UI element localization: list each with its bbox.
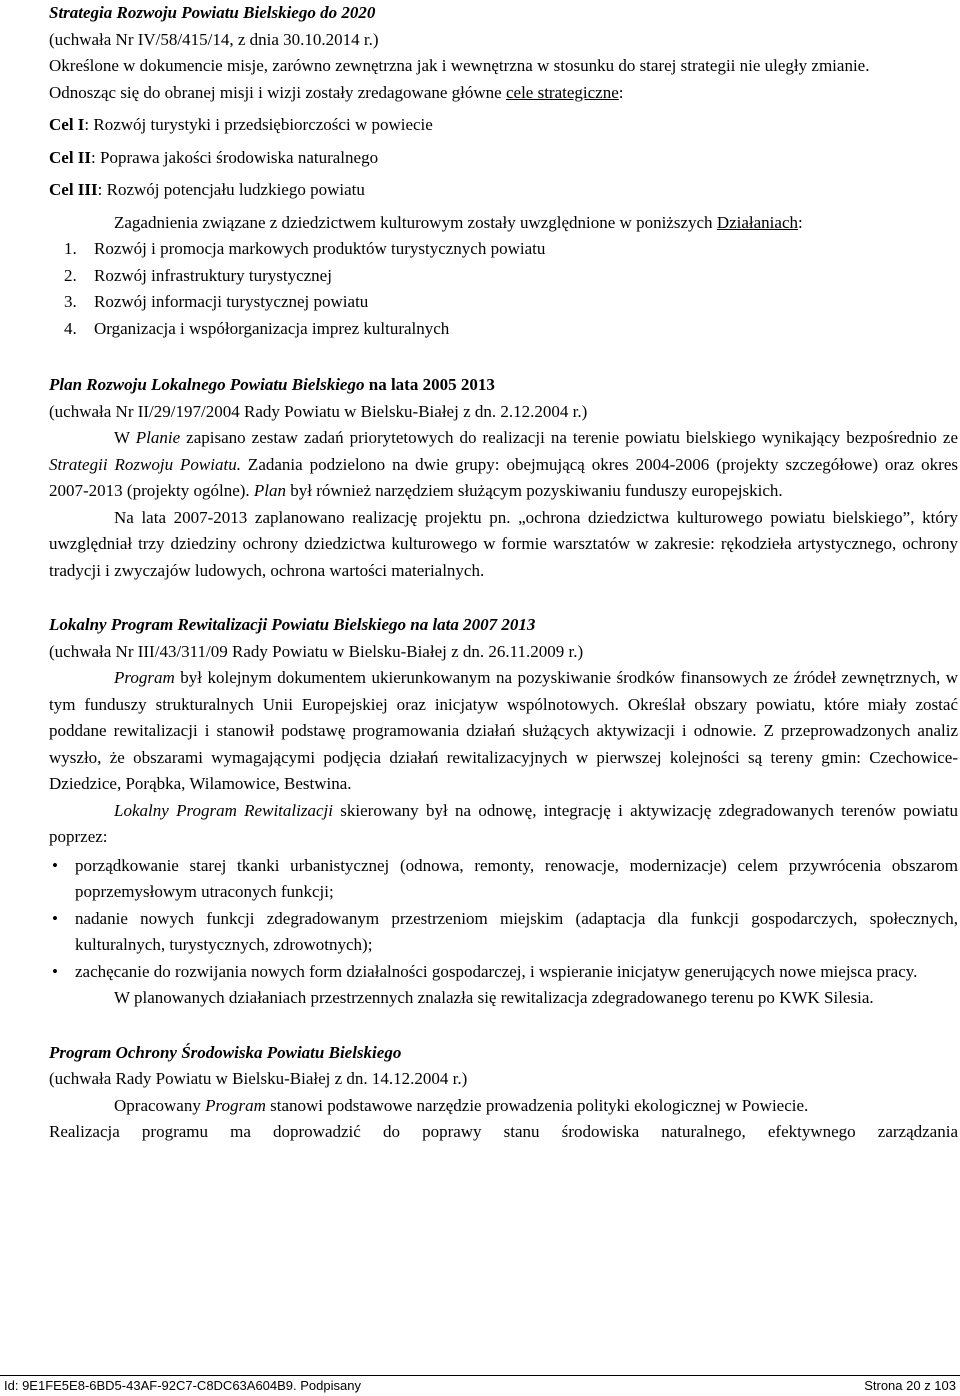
actions-intro: Zagadnienia związane z dziedzictwem kulturowym zostały uwzględnione w poniższych Działaniach: <box>114 212 803 232</box>
paragraph-plan-project: Na lata 2007-2013 zaplanowano realizację projektu pn. „ochrona dziedzictwa kulturowego powiatu bielskiego”, który uwzględniał trzy dziedziny ochrony dziedzictwa kulturowego w formie warsztatów w zakresie: rękodzieła artystycznego, ochrony tradycji i zwyczajów ludowych, ochrona wartości materialnych. <box>49 507 958 580</box>
paragraph-missions: Określone w dokumencie misje, zarówno zewnętrzna jak i wewnętrzna w stosunku do starej strategii nie uległy zmianie. <box>49 56 870 75</box>
list-item: • zachęcanie do rozwijania nowych form działalności gospodarczej, i wspieranie inicjatyw generujących nowe miejsca pracy. <box>49 959 958 986</box>
list-item: • porządkowanie starej tkanki urbanistycznej (odnowa, remonty, renowacje, modernizacje) celem przywrócenia obszarom poprzemysłowym utraconych funkcji; <box>49 853 958 906</box>
document-id: Id: 9E1FE5E8-6BD5-43AF-92C7-C8DC63A604B9. Podpisany <box>4 1378 361 1393</box>
goal-item: Cel II: Poprawa jakości środowiska naturalnego <box>49 147 379 167</box>
actions-list <box>49 236 958 342</box>
list-item: • nadanie nowych funkcji zdegradowanym przestrzeniom miejskim (adaptacja dla funkcji gospodarczych, społecznych, kulturalnych, turystycznych, zdrowotnych); <box>49 906 958 959</box>
bullet-icon: • <box>52 961 58 981</box>
paragraph-ochrona-realizacja: Realizacja programu ma doprowadzić do poprawy stanu środowiska naturalnego, efektywnego zarządzania <box>49 1122 958 1141</box>
list-item: 1. Rozwój i promocja markowych produktów turystycznych powiatu <box>64 239 546 258</box>
resolution-ochrona-srodowiska: (uchwała Rady Powiatu w Bielsku-Białej z dn. 14.12.2004 r.) <box>49 1069 468 1088</box>
paragraph-program-goals: Lokalny Program Rewitalizacji skierowany był na odnowę, integrację i aktywizację zdegradowanych terenów powiatu poprzez: <box>49 800 958 846</box>
bullet-list <box>49 853 958 986</box>
link-dzialania[interactable]: Działaniach <box>716 212 798 232</box>
section-title-strategia: Strategia Rozwoju Powiatu Bielskiego do 2020 <box>49 3 376 22</box>
resolution-rewitalizacja: (uchwała Nr III/43/311/09 Rady Powiatu w Bielsku-Białej z dn. 26.11.2009 r.) <box>49 641 584 661</box>
link-cele-strategiczne[interactable]: cele strategiczne <box>505 82 619 102</box>
resolution-plan-rozwoju: (uchwała Nr II/29/197/2004 Rady Powiatu w Bielsku-Białej z dn. 2.12.2004 r.) <box>49 401 588 421</box>
bullet-icon: • <box>52 855 58 875</box>
list-item: 3. Rozwój informacji turystycznej powiatu <box>64 292 369 311</box>
section-title-rewitalizacja: Lokalny Program Rewitalizacji Powiatu Bielskiego na lata 2007 2013 <box>49 615 536 634</box>
goal-item: Cel I: Rozwój turystyki i przedsiębiorczości w powiecie <box>49 115 433 134</box>
document-page <box>49 0 958 1146</box>
section-title-ochrona-srodowiska: Program Ochrony Środowiska Powiatu Bielskiego <box>49 1042 402 1062</box>
page-number: Strona 20 z 103 <box>864 1378 956 1393</box>
list-item: 4. Organizacja i współorganizacja imprez kulturalnych <box>64 318 450 338</box>
paragraph-kwk-silesia: W planowanych działaniach przestrzennych znalazła się rewitalizacja zdegradowanego terenu po KWK Silesia. <box>114 988 874 1007</box>
paragraph-program-funds: Program był kolejnym dokumentem ukierunkowanym na pozyskiwanie środków finansowych ze źródeł zewnętrznych, w tym funduszy strukturalnych Unii Europejskiej oraz inicjatyw wspólnotowych. Określał obszary powiatu, które miały zostać poddane rewitalizacji i stanowił podstawę programowania działań służących aktywizacji i odnowie. Z przeprowadzonych analiz wyszło, że obszarami wymagającymi podjęcia działań rewitalizacyjnych w pierwszej kolejności są tereny gmin: Czechowice-Dziedzice, Porąbka, Wilamowice, Bestwina. <box>49 668 958 793</box>
paragraph-ochrona-program: Opracowany Program stanowi podstawowe narzędzie prowadzenia polityki ekologicznej w Powiecie. <box>114 1095 809 1115</box>
list-item: 2. Rozwój infrastruktury turystycznej <box>64 265 332 285</box>
page-footer <box>0 1375 960 1396</box>
section-title-plan-rozwoju: Plan Rozwoju Lokalnego Powiatu Bielskiego na lata 2005 2013 <box>49 375 495 394</box>
paragraph-goals-intro: Odnosząc się do obranej misji i wizji zostały zredagowane główne cele strategiczne: <box>49 82 624 102</box>
goal-item: Cel III: Rozwój potencjału ludzkiego powiatu <box>49 180 365 199</box>
resolution-strategia: (uchwała Nr IV/58/415/14, z dnia 30.10.2014 r.) <box>49 29 379 49</box>
bullet-icon: • <box>52 908 58 928</box>
paragraph-plan-tasks: W Planie zapisano zestaw zadań priorytetowych do realizacji na terenie powiatu bielskiego wynikający bezpośrednio ze Strategii Rozwoju Powiatu. Zadania podzielono na dwie grupy: obejmującą okres 2004-2006 (projekty szczegółowe) oraz okres 2007-2013 (projekty ogólne). Plan był również narzędziem służącym pozyskiwaniu funduszy europejskich. <box>49 428 958 500</box>
